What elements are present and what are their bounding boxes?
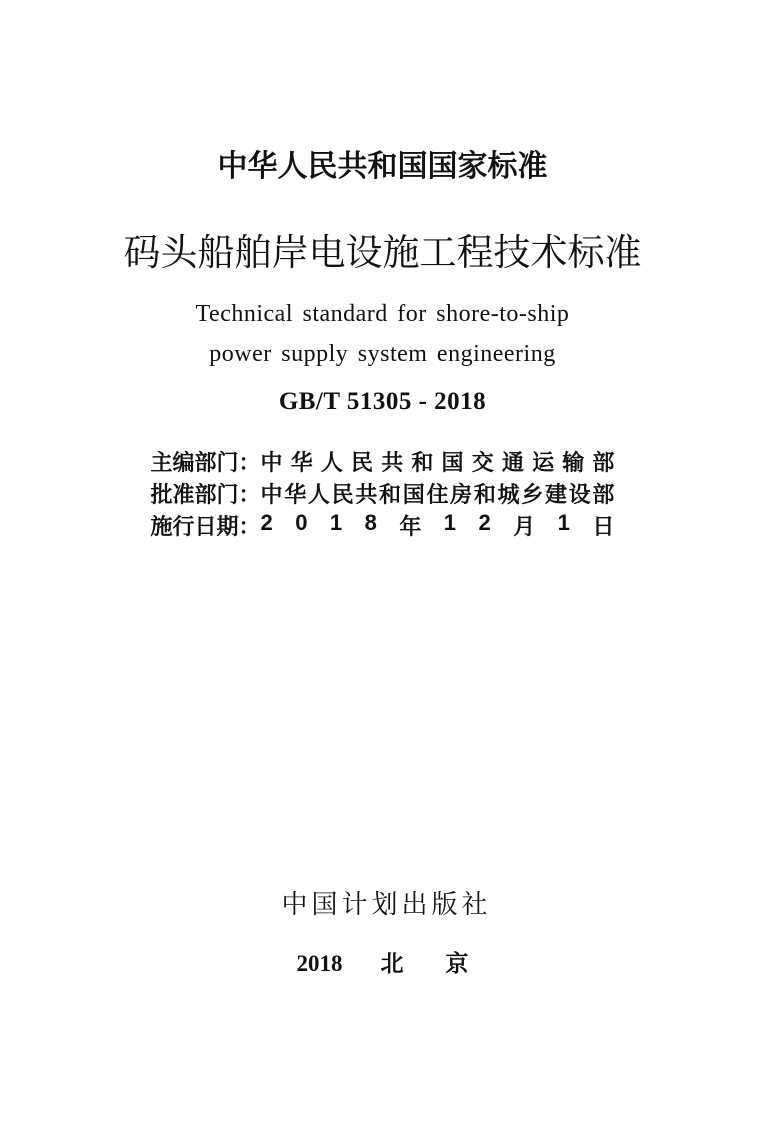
imprint-line (0, 945, 765, 978)
char: 国 (441, 449, 464, 475)
info-value-chief-editing-department (261, 446, 615, 477)
national-standard-heading: 中华人民共和国国家标准 (217, 150, 548, 183)
imprint-year: 2018 (296, 951, 343, 976)
char: 部 (592, 481, 615, 507)
standard-code: GB/T 51305 - 2018 (278, 388, 487, 415)
imprint-city-first-char: 北 (380, 951, 404, 976)
char: 1 (557, 509, 570, 535)
char: 通 (501, 449, 524, 475)
char: 0 (295, 509, 308, 535)
char: 国 (402, 481, 425, 507)
char: 人 (320, 449, 343, 475)
char: 共 (381, 449, 404, 475)
char: 1 (329, 509, 343, 535)
char: 8 (364, 509, 377, 535)
char: 中 (260, 449, 283, 475)
char: 1 (443, 509, 457, 535)
publication-info-block (151, 445, 615, 541)
char: 2 (478, 509, 491, 535)
english-title-line-1: Technical standard for shore-to-ship (195, 301, 570, 327)
char: 和 (411, 449, 434, 475)
char: 住 (426, 481, 449, 507)
char: 交 (471, 449, 494, 475)
info-label-implementation-date: 施行日期： (150, 513, 261, 539)
imprint-city-second-char: 京 (445, 951, 469, 976)
char: 和 (473, 481, 496, 507)
char: 共 (355, 481, 378, 507)
char: 月 (513, 513, 536, 539)
char: 年 (399, 513, 422, 539)
info-row-implementation-date (151, 509, 615, 541)
char: 城 (497, 481, 520, 507)
document-title-chinese: 码头船舶岸电设施工程技术标准 (123, 233, 642, 274)
info-row-approving-department (151, 477, 615, 509)
info-label-approving-department: 批准部门： (150, 481, 261, 507)
char: 部 (592, 449, 615, 475)
char: 2 (260, 509, 273, 535)
char: 房 (450, 481, 473, 507)
info-value-approving-department (261, 478, 615, 509)
char: 民 (331, 481, 354, 507)
char: 华 (284, 481, 307, 507)
english-title-line-2: power supply system engineering (209, 341, 556, 367)
info-value-implementation-date (261, 510, 615, 541)
char: 华 (290, 449, 313, 475)
info-label-chief-editing-department: 主编部门： (150, 449, 261, 475)
document-title-english (0, 294, 765, 374)
char: 运 (532, 449, 555, 475)
char: 中 (260, 481, 283, 507)
char: 和 (379, 481, 402, 507)
publisher-name: 中国计划出版社 (281, 890, 492, 919)
char: 日 (592, 513, 615, 539)
char: 人 (307, 481, 330, 507)
char: 设 (568, 481, 591, 507)
info-row-chief-editing-department (151, 445, 615, 477)
char: 民 (351, 449, 374, 475)
char: 输 (562, 449, 585, 475)
char: 建 (544, 481, 567, 507)
char: 乡 (521, 481, 544, 507)
